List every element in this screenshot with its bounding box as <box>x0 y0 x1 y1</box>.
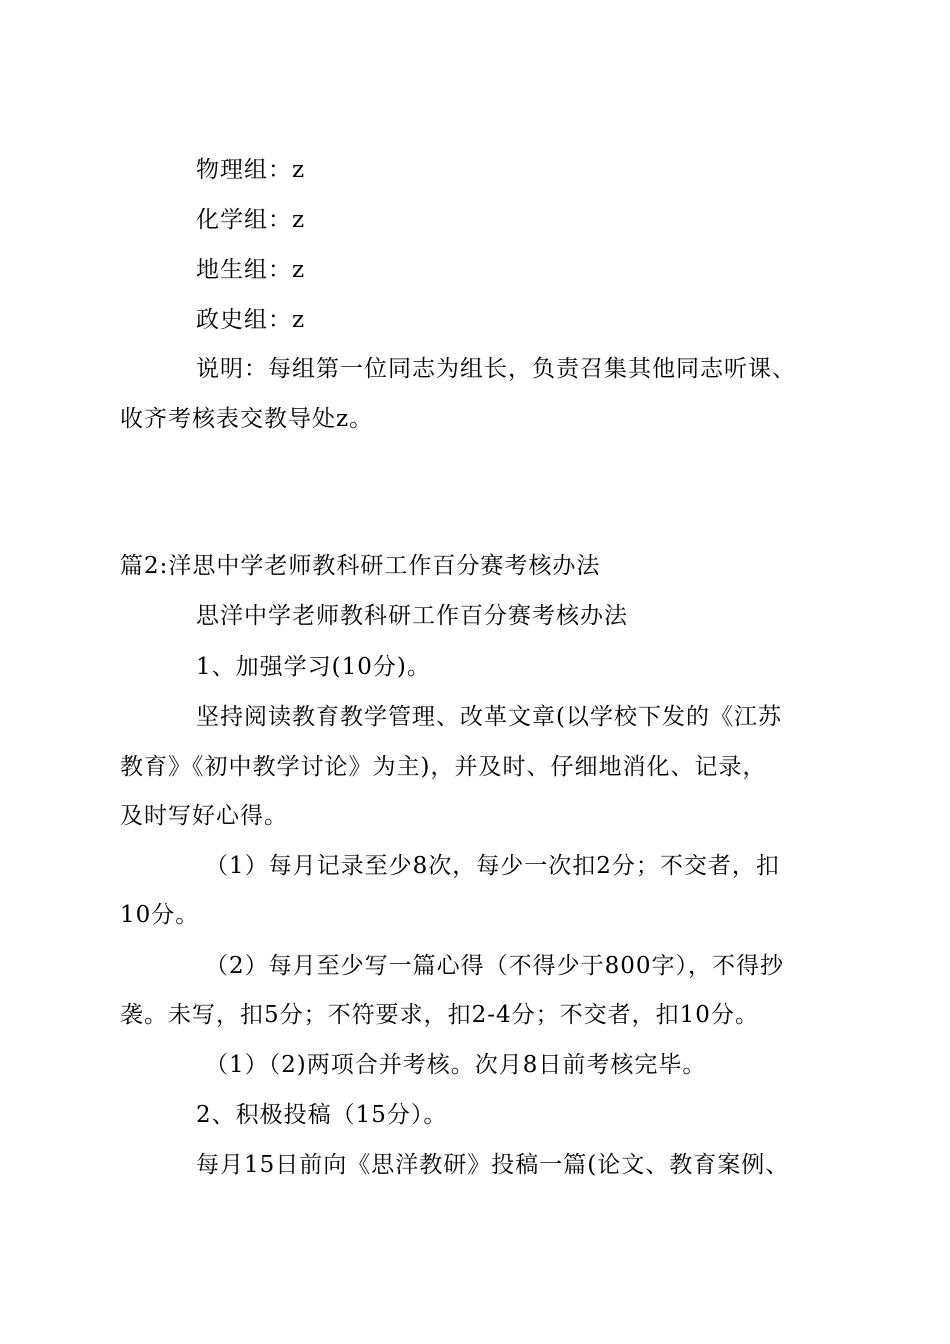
rule2-line-2: 袭。未写，扣5分；不符要求，扣2-4分；不交者，扣10分。 <box>120 1002 759 1028</box>
group-chemistry: 化学组：z <box>196 207 306 233</box>
note-line-2: 收齐考核表交教导处z。 <box>120 406 374 432</box>
rule3: （1）（2)两项合并考核。次月8日前考核完毕。 <box>205 1052 707 1078</box>
rule1-line-2: 10分。 <box>120 902 200 928</box>
note-line-1: 说明：每组第一位同志为组长，负责召集其他同志听课、 <box>196 356 796 382</box>
group-geo-bio: 地生组：z <box>196 257 306 283</box>
item2-paragraph-line-1: 每月15日前向《思洋教研》投稿一篇(论文、教育案例、 <box>196 1152 790 1178</box>
item1-paragraph-line-1: 坚持阅读教育教学管理、改革文章(以学校下发的《江苏 <box>196 704 782 730</box>
group-politics-history: 政史组：z <box>196 307 306 333</box>
rule2-line-1: （2）每月至少写一篇心得（不得少于800字），不得抄 <box>205 953 785 979</box>
section-heading: 篇2:洋思中学老师教科研工作百分赛考核办法 <box>120 553 601 579</box>
rule1-line-1: （1）每月记录至少8次，每少一次扣2分；不交者，扣 <box>205 853 780 879</box>
item2-title: 2、积极投稿（15分）。 <box>196 1102 448 1128</box>
group-physics: 物理组：z <box>196 157 306 183</box>
item1-paragraph-line-2: 教育》《初中教学讨论》为主)，并及时、仔细地消化、记录， <box>120 754 767 780</box>
item1-title: 1、加强学习(10分)。 <box>196 654 431 680</box>
item1-paragraph-line-3: 及时写好心得。 <box>120 803 288 829</box>
section-subtitle: 思洋中学老师教科研工作百分赛考核办法 <box>196 603 628 629</box>
